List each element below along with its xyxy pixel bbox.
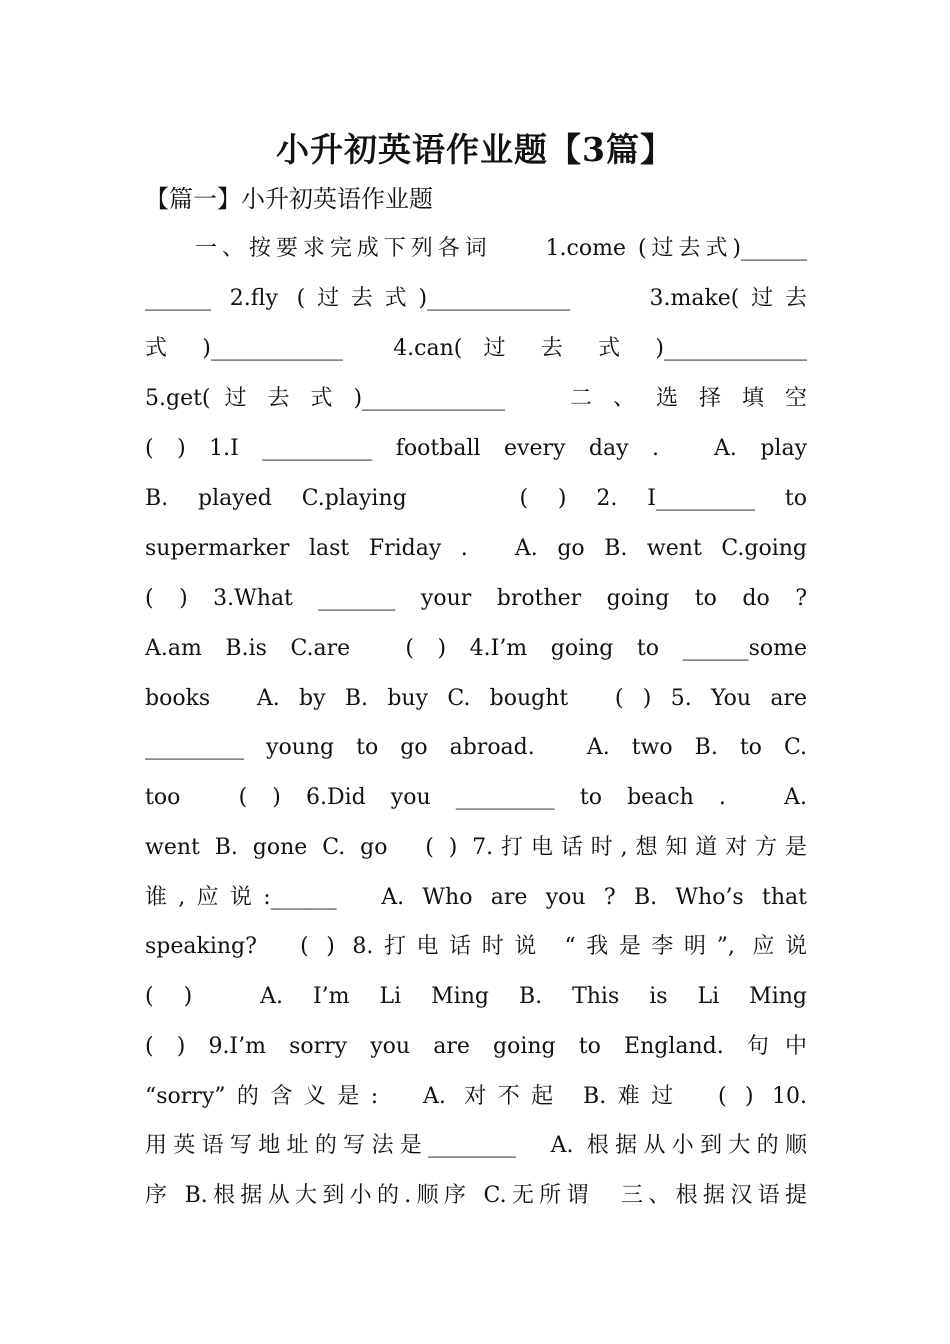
text-line: ______ 2.fly (过去式)_____________ 3.make(过去	[145, 286, 807, 311]
text-line: ( ) 1.I __________ football every day . A. play	[145, 436, 807, 461]
section-heading: 【篇一】小升初英语作业题	[145, 185, 433, 213]
text-line: 谁,应说:______ A. Who are you ? B. Who’s that	[145, 885, 807, 910]
text-line: ( ) A. I’m Li Ming B. This is Li Ming	[145, 984, 807, 1009]
text-line: 式 )____________ 4.can( 过 去 式 )_____________	[145, 336, 807, 361]
text-line: 序 B.根据从大到小的.顺序 C.无所谓 三、根据汉语提	[145, 1183, 807, 1208]
document-title: 小升初英语作业题【3篇】	[276, 130, 674, 169]
text-line: _________ young to go abroad. A. two B. to C.	[145, 735, 807, 760]
text-line: books A. by B. buy C. bought ( ) 5. You are	[145, 686, 807, 711]
text-line: 用英语写地址的写法是________ A. 根据从小到大的顺	[145, 1133, 807, 1158]
text-line: ( ) 9.I’m sorry you are going to England. 句中	[145, 1034, 807, 1059]
text-line: 一、按要求完成下列各词 1.come (过去式)______	[195, 236, 807, 261]
text-line: speaking? ( ) 8.打电话时说 “我是李明”, 应说	[145, 934, 807, 959]
text-line: “sorry”的含义是: A. 对不起 B.难过 ( ) 10.	[145, 1084, 807, 1109]
text-line: A.am B.is C.are ( ) 4.I’m going to ______some	[145, 636, 807, 661]
text-line: too ( ) 6.Did you _________ to beach . A.	[145, 785, 807, 810]
text-line: 5.get( 过 去 式 )_____________ 二 、 选 择 填 空	[145, 386, 807, 411]
text-line: ( ) 3.What _______ your brother going to do ?	[145, 586, 807, 611]
text-line: went B. gone C. go ( ) 7.打电话时,想知道对方是	[145, 835, 807, 860]
text-line: supermarker last Friday . A. go B. went C.going	[145, 536, 807, 561]
text-line: B. played C.playing ( ) 2. I_________ to	[145, 486, 807, 511]
